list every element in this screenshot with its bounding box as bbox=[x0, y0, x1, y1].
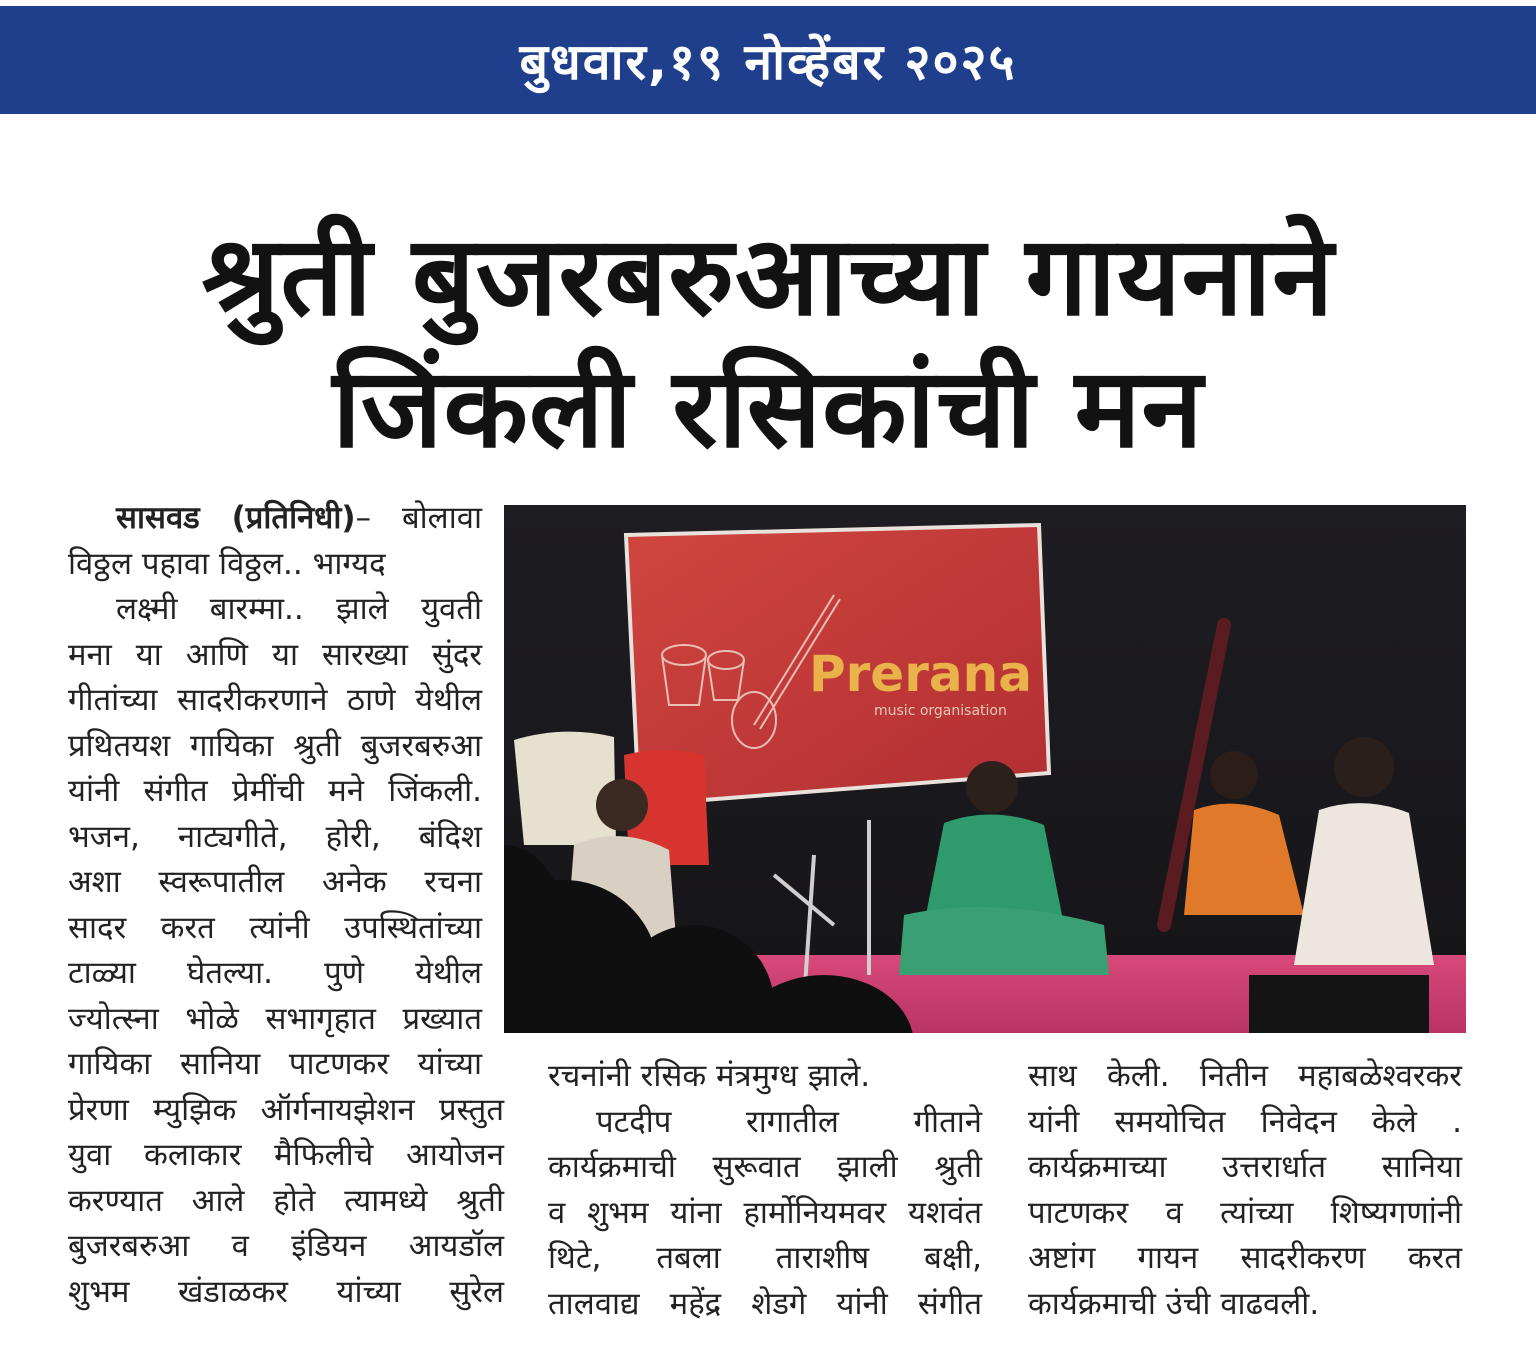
article-line: लक्ष्मी बारम्मा.. झाले युवती bbox=[116, 591, 482, 627]
article-column-3 bbox=[1028, 1054, 1462, 1327]
article-line: बुजरबरुआ व इंडियन आयडॉल bbox=[68, 1228, 504, 1264]
article-line: प्रेरणा म्युझिक ऑर्गनायझेशन प्रस्तुत bbox=[68, 1091, 504, 1128]
article-line: कार्यक्रमाची सुरूवात झाली श्रुती bbox=[548, 1149, 982, 1185]
article-line: साथ केली. नितीन महाबळेश्वरकर bbox=[1028, 1058, 1462, 1094]
article-line: गीतांच्या सादरीकरणाने ठाणे येथील bbox=[68, 682, 482, 718]
article-line: प्रथितयश गायिका श्रुती बुजरबरुआ bbox=[68, 727, 482, 764]
issue-date: बुधवार,१९ नोव्हेंबर २०२५ bbox=[519, 33, 1017, 91]
article-line: सादर करत त्यांनी उपस्थितांच्या bbox=[68, 909, 482, 946]
article-line: रचनांनी रसिक मंत्रमुग्ध झाले. bbox=[548, 1058, 871, 1094]
article-line: पटदीप रागातील गीताने bbox=[596, 1103, 982, 1140]
article-line: मना या आणि या सारख्या सुंदर bbox=[68, 636, 482, 673]
article-line: यांनी समयोचित निवेदन केले . bbox=[1028, 1103, 1462, 1140]
article-line: अशा स्वरूपातील अनेक रचना bbox=[68, 864, 482, 900]
article-line: टाळ्या घेतल्या. पुणे येथील bbox=[68, 955, 482, 991]
article-line: कार्यक्रमाच्या उत्तरार्धात सानिया bbox=[1028, 1149, 1462, 1185]
article-line: विठ्ठल पहावा विठ्ठल.. भाग्यद bbox=[68, 545, 386, 582]
article-line: पाटणकर व त्यांच्या शिष्यगणांनी bbox=[1028, 1194, 1462, 1231]
article-line: शुभम खंडाळकर यांच्या सुरेल bbox=[68, 1273, 504, 1310]
article-line: व शुभम यांना हार्मोनियमवर यशवंत bbox=[548, 1194, 982, 1231]
concert-photo bbox=[504, 505, 1466, 1033]
article-line: गायिका सानिया पाटणकर यांच्या bbox=[68, 1046, 482, 1082]
speaker bbox=[1249, 975, 1429, 1033]
article-line: सासवड (प्रतिनिधी)– बोलावा bbox=[116, 500, 482, 536]
concert-photo-illustration bbox=[504, 505, 1466, 1033]
article-line: कार्यक्रमाची उंची वाढवली. bbox=[1028, 1285, 1320, 1322]
chair bbox=[514, 732, 616, 845]
dateline: सासवड (प्रतिनिधी) bbox=[116, 500, 356, 536]
article-line: युवा कलाकार मैफिलीचे आयोजन bbox=[68, 1137, 504, 1173]
headline bbox=[0, 210, 1536, 474]
banner-subtitle: music organisation bbox=[874, 703, 1007, 719]
banner-title: Prerana bbox=[809, 645, 1032, 703]
headline-line-1: श्रुती बुजरबरुआच्या गायनाने bbox=[201, 212, 1335, 340]
article-column-1 bbox=[68, 496, 504, 1315]
article-line: ज्योत्स्ना भोळे सभागृहात प्रख्यात bbox=[68, 1000, 482, 1037]
article-line: थिटे, तबला ताराशीष बक्षी, bbox=[548, 1240, 982, 1276]
article-line: तालवाद्य महेंद्र शेडगे यांनी संगीत bbox=[548, 1285, 982, 1322]
headline-line-2: जिंकली रसिकांची मन bbox=[332, 344, 1204, 472]
article-line: करण्यात आले होते त्यामध्ये श्रुती bbox=[68, 1182, 504, 1219]
date-bar bbox=[0, 6, 1536, 114]
article-line: भजन, नाट्यगीते, होरी, बंदिश bbox=[68, 818, 482, 855]
article-line: यांनी संगीत प्रेमींची मने जिंकली. bbox=[68, 773, 482, 809]
article-line: अष्टांग गायन सादरीकरण करत bbox=[1028, 1240, 1462, 1276]
article-column-2 bbox=[548, 1054, 982, 1327]
